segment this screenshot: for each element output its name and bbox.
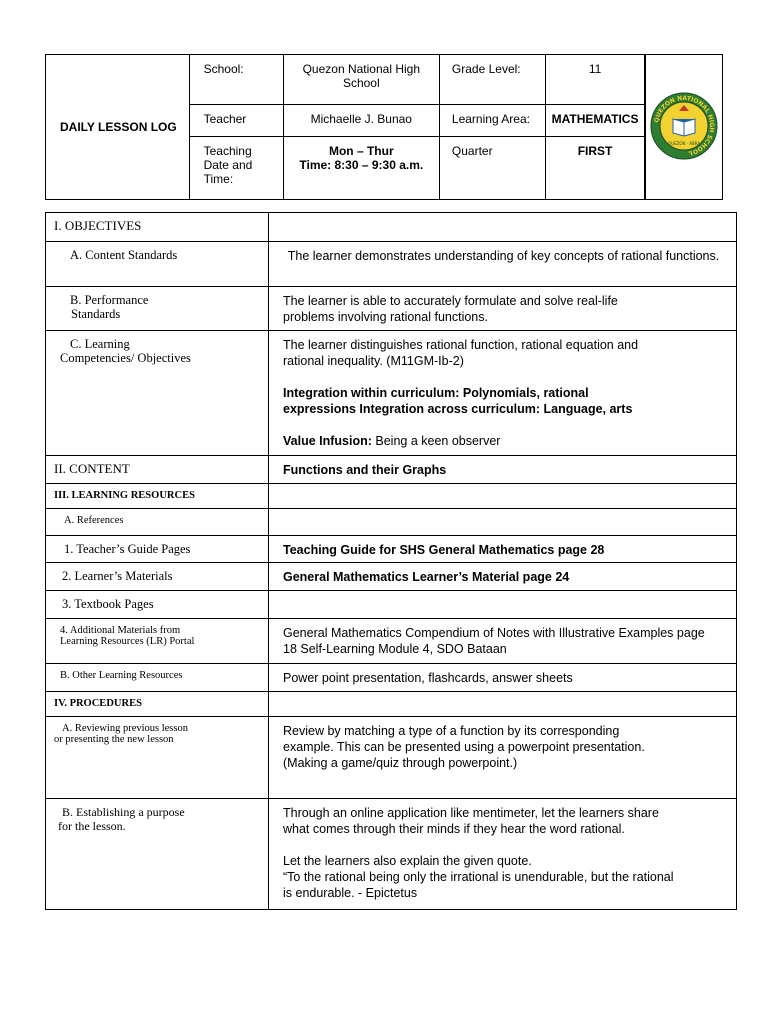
references-label: A. References [46, 509, 269, 536]
establishing-purpose-text [269, 799, 737, 910]
integration-line1: Integration within curriculum: Polynomials, rational [283, 386, 589, 400]
teaching-date-label [189, 137, 283, 200]
quarter-label: Quarter [439, 137, 545, 200]
reviewing-label-line1: A. Reviewing previous lesson [62, 723, 188, 734]
document-title: DAILY LESSON LOG [46, 55, 190, 200]
learning-competencies-text [269, 331, 737, 456]
learners-materials-text: General Mathematics Learner’s Material page 24 [269, 563, 737, 591]
learning-competencies-label [46, 331, 269, 456]
school-value: Quezon National High School [283, 55, 439, 105]
school-seal-icon [649, 91, 719, 161]
purpose-text-line4: “To the rational being only the irrational is unendurable, but the rational [283, 870, 674, 884]
additional-label-line2: Learning Resources (LR) Portal [60, 636, 195, 647]
additional-text-line1: General Mathematics Compendium of Notes with Illustrative Examples page [283, 626, 705, 640]
performance-standards-text [269, 287, 737, 331]
table-row [46, 799, 737, 910]
purpose-label-line2: for the lesson. [58, 819, 126, 833]
additional-text-line2: 18 Self-Learning Module 4, SDO Bataan [283, 642, 507, 656]
references-cell [269, 509, 737, 536]
learning-area-value: MATHEMATICS [545, 105, 645, 137]
performance-label-line2: Standards [71, 307, 121, 321]
content-text: Functions and their Graphs [269, 456, 737, 484]
teaching-date-label-line3: Time: [203, 172, 234, 186]
purpose-text-line1: Through an online application like mentimeter, let the learners share [283, 806, 659, 820]
competencies-label-line2: Competencies/ Objectives [60, 351, 191, 365]
teaching-date-value [283, 137, 439, 200]
table-row [46, 213, 737, 242]
grade-level-label: Grade Level: [439, 55, 545, 105]
purpose-text-line3: Let the learners also explain the given quote. [283, 854, 532, 868]
textbook-pages-label: 3. Textbook Pages [46, 591, 269, 619]
teaching-date-label-line1: Teaching [203, 144, 252, 158]
performance-text-line2: problems involving rational functions. [283, 310, 488, 324]
seal-ring-text: QUEZON NATIONAL HIGH SCHOOL [653, 94, 716, 157]
content-heading: II. CONTENT [46, 456, 269, 484]
reviewing-lesson-text [269, 717, 737, 799]
table-row [46, 509, 737, 536]
content-standards-label: A. Content Standards [46, 242, 269, 287]
table-row [46, 536, 737, 563]
reviewing-text-line2: example. This can be presented using a powerpoint presentation. [283, 740, 645, 754]
learning-area-label: Learning Area: [439, 105, 545, 137]
quarter-value: FIRST [545, 137, 645, 200]
teaching-date-label-line2: Date and [203, 158, 253, 172]
textbook-pages-cell [269, 591, 737, 619]
performance-standards-label [46, 287, 269, 331]
seal-bottom-text: QUEZON · ABRA [668, 140, 701, 146]
table-row [46, 591, 737, 619]
purpose-label-line1: B. Establishing a purpose [62, 805, 185, 819]
table-row [46, 563, 737, 591]
reviewing-label-line2: or presenting the new lesson [54, 734, 174, 745]
teaching-days: Mon – Thur [328, 144, 394, 158]
table-row [46, 331, 737, 456]
learners-materials-label: 2. Learner’s Materials [46, 563, 269, 591]
content-standards-text: The learner demonstrates understanding of key concepts of rational functions. [269, 242, 737, 287]
teacher-value: Michaelle J. Bunao [283, 105, 439, 137]
teaching-time: Time: 8:30 – 9:30 a.m. [299, 158, 424, 172]
table-row [46, 242, 737, 287]
reviewing-text-line3: (Making a game/quiz through powerpoint.) [283, 756, 518, 770]
purpose-text-line5: is endurable. - Epictetus [283, 886, 418, 900]
value-infusion [283, 433, 724, 449]
grade-level-value: 11 [545, 55, 645, 105]
table-row [46, 287, 737, 331]
additional-materials-label [46, 619, 269, 664]
performance-label-line1: B. Performance [70, 293, 149, 307]
performance-text-line1: The learner is able to accurately formulate and solve real-life [283, 294, 618, 308]
procedures-cell [269, 692, 737, 717]
objectives-cell [269, 213, 737, 242]
header-table [45, 54, 723, 200]
teachers-guide-text: Teaching Guide for SHS General Mathematics page 28 [269, 536, 737, 563]
competencies-label-line1: C. Learning [70, 337, 130, 351]
table-row [46, 692, 737, 717]
reviewing-text-line1: Review by matching a type of a function by its corresponding [283, 724, 620, 738]
value-infusion-text: Being a keen observer [371, 434, 501, 448]
other-resources-label: B. Other Learning Resources [46, 664, 269, 692]
value-infusion-label: Value Infusion: [283, 434, 372, 448]
table-row [46, 456, 737, 484]
integration-line2: expressions Integration across curriculum: Language, arts [283, 402, 633, 416]
additional-label-line1: 4. Additional Materials from [60, 625, 181, 636]
table-row [46, 619, 737, 664]
procedures-heading: IV. PROCEDURES [46, 692, 269, 717]
reviewing-lesson-label [46, 717, 269, 799]
teachers-guide-label: 1. Teacher’s Guide Pages [46, 536, 269, 563]
additional-materials-text [269, 619, 737, 664]
table-row [46, 484, 737, 509]
purpose-text-line2: what comes through their minds if they hear the word rational. [283, 822, 625, 836]
competencies-text-line1: The learner distinguishes rational function, rational equation and [283, 338, 639, 352]
learning-resources-cell [269, 484, 737, 509]
teacher-label: Teacher [189, 105, 283, 137]
school-logo-cell [645, 55, 722, 200]
establishing-purpose-label [46, 799, 269, 910]
other-resources-text: Power point presentation, flashcards, answer sheets [269, 664, 737, 692]
learning-resources-heading: III. LEARNING RESOURCES [46, 484, 269, 509]
objectives-heading: I. OBJECTIVES [46, 213, 269, 242]
school-label: School: [189, 55, 283, 105]
competencies-text-line2: rational inequality. (M11GM-Ib-2) [283, 354, 464, 368]
table-row [46, 664, 737, 692]
lesson-table [45, 212, 737, 910]
table-row [46, 717, 737, 799]
